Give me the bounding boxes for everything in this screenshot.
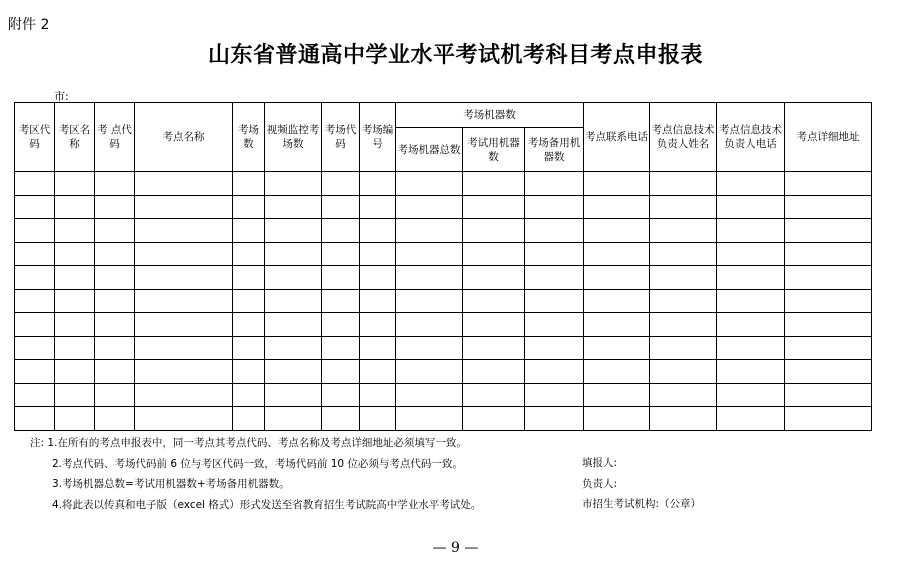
table-cell[interactable] [233, 195, 265, 219]
table-cell[interactable] [584, 195, 650, 219]
filler-label: 填报人: [582, 457, 618, 469]
table-cell[interactable] [265, 172, 322, 196]
table-cell[interactable] [55, 360, 95, 384]
table-cell[interactable] [463, 242, 525, 266]
table-cell[interactable] [15, 242, 55, 266]
table-cell[interactable] [785, 195, 872, 219]
header-room-code: 考场代码 [322, 103, 360, 172]
table-cell[interactable] [717, 313, 785, 337]
table-cell[interactable] [396, 313, 463, 337]
table-row [15, 195, 872, 219]
header-backup-machines: 考场备用机器数 [525, 128, 584, 172]
table-cell[interactable] [322, 313, 360, 337]
table-cell[interactable] [15, 289, 55, 313]
table-cell[interactable] [360, 172, 396, 196]
attachment-label: 附件 2 [8, 17, 50, 33]
table-cell[interactable] [233, 289, 265, 313]
table-cell[interactable] [463, 266, 525, 290]
header-room-number: 考场编号 [360, 103, 396, 172]
table-cell[interactable] [322, 383, 360, 407]
table-row [15, 172, 872, 196]
table-cell[interactable] [95, 172, 135, 196]
table-cell[interactable] [15, 360, 55, 384]
table-cell[interactable] [135, 242, 233, 266]
table-cell[interactable] [650, 195, 717, 219]
table-cell[interactable] [233, 242, 265, 266]
table-cell[interactable] [135, 360, 233, 384]
table-cell[interactable] [396, 195, 463, 219]
table-cell[interactable] [584, 336, 650, 360]
note-2: 2.考点代码、考场代码前 6 位与考区代码一致，考场代码前 10 位必须与考点代码一致。 [52, 457, 463, 470]
table-cell[interactable] [360, 219, 396, 243]
table-cell[interactable] [15, 336, 55, 360]
table-cell[interactable] [584, 289, 650, 313]
table-body [15, 172, 872, 431]
table-cell[interactable] [95, 242, 135, 266]
table-cell[interactable] [785, 266, 872, 290]
table-cell[interactable] [650, 383, 717, 407]
table-cell[interactable] [360, 313, 396, 337]
table-cell[interactable] [360, 360, 396, 384]
table-cell[interactable] [322, 219, 360, 243]
table-cell[interactable] [525, 195, 584, 219]
table-cell[interactable] [525, 242, 584, 266]
table-cell[interactable] [55, 219, 95, 243]
table-cell[interactable] [360, 336, 396, 360]
table-cell[interactable] [717, 195, 785, 219]
table-cell[interactable] [463, 289, 525, 313]
table-cell[interactable] [785, 336, 872, 360]
table-row [15, 289, 872, 313]
table-cell[interactable] [463, 219, 525, 243]
table-cell[interactable] [584, 219, 650, 243]
table-cell[interactable] [396, 336, 463, 360]
table-cell[interactable] [396, 242, 463, 266]
note-1 [30, 433, 481, 454]
table-cell[interactable] [717, 360, 785, 384]
table-cell[interactable] [396, 407, 463, 431]
table-cell[interactable] [525, 219, 584, 243]
table-cell[interactable] [265, 336, 322, 360]
table-cell[interactable] [463, 383, 525, 407]
table-cell[interactable] [396, 289, 463, 313]
table-cell[interactable] [233, 383, 265, 407]
header-area-code: 考区代码 [15, 103, 55, 172]
table-cell[interactable] [463, 313, 525, 337]
table-cell[interactable] [785, 360, 872, 384]
table-cell[interactable] [584, 383, 650, 407]
table-cell[interactable] [322, 266, 360, 290]
table-cell[interactable] [233, 407, 265, 431]
header-it-manager-name: 考点信息技术负责人姓名 [650, 103, 717, 172]
table-cell[interactable] [265, 266, 322, 290]
table-cell[interactable] [785, 407, 872, 431]
table-cell[interactable] [55, 195, 95, 219]
table-cell[interactable] [265, 242, 322, 266]
table-cell[interactable] [233, 219, 265, 243]
table-cell[interactable] [233, 360, 265, 384]
table-cell[interactable] [650, 219, 717, 243]
table-row [15, 360, 872, 384]
table-cell[interactable] [584, 266, 650, 290]
table-cell[interactable] [463, 195, 525, 219]
note-4: 4.将此表以传真和电子版（excel 格式）形式发送至省教育招生考试院高中学业水平考试处。 [52, 498, 482, 511]
table-cell[interactable] [650, 407, 717, 431]
table-cell[interactable] [55, 336, 95, 360]
table-cell[interactable] [265, 195, 322, 219]
table-cell[interactable] [717, 266, 785, 290]
table-row [15, 242, 872, 266]
header-site-name: 考点名称 [135, 103, 233, 172]
table-cell[interactable] [360, 195, 396, 219]
table-cell[interactable] [322, 242, 360, 266]
table-cell[interactable] [360, 266, 396, 290]
table-cell[interactable] [322, 360, 360, 384]
table-cell[interactable] [322, 289, 360, 313]
table-cell[interactable] [717, 219, 785, 243]
header-machine-group: 考场机器数 [396, 103, 584, 128]
table-row [15, 407, 872, 431]
header-total-machines: 考场机器总数 [396, 128, 463, 172]
table-cell[interactable] [15, 266, 55, 290]
table-row [15, 383, 872, 407]
table-cell[interactable] [95, 360, 135, 384]
table-cell[interactable] [95, 289, 135, 313]
table-cell[interactable] [525, 172, 584, 196]
table-cell[interactable] [135, 313, 233, 337]
table-cell[interactable] [95, 195, 135, 219]
table-cell[interactable] [135, 289, 233, 313]
table-cell[interactable] [650, 313, 717, 337]
table-cell[interactable] [95, 336, 135, 360]
table-cell[interactable] [717, 336, 785, 360]
table-cell[interactable] [396, 219, 463, 243]
declaration-table [14, 102, 872, 431]
table-cell[interactable] [265, 360, 322, 384]
table-cell[interactable] [55, 289, 95, 313]
notes [30, 433, 481, 515]
table-cell[interactable] [785, 289, 872, 313]
table-cell[interactable] [55, 242, 95, 266]
table-cell[interactable] [55, 383, 95, 407]
table-cell[interactable] [650, 289, 717, 313]
table-cell[interactable] [650, 242, 717, 266]
table-cell[interactable] [584, 407, 650, 431]
table-cell[interactable] [265, 407, 322, 431]
table-cell[interactable] [584, 313, 650, 337]
table-cell[interactable] [525, 360, 584, 384]
table-cell[interactable] [396, 360, 463, 384]
table-cell[interactable] [785, 383, 872, 407]
table-cell[interactable] [650, 266, 717, 290]
responsible-label: 负责人: [582, 477, 618, 490]
table-cell[interactable] [650, 336, 717, 360]
table-cell[interactable] [322, 407, 360, 431]
table-cell[interactable] [265, 383, 322, 407]
table-cell[interactable] [135, 195, 233, 219]
table-cell[interactable] [265, 289, 322, 313]
table-cell[interactable] [717, 289, 785, 313]
table-cell[interactable] [525, 266, 584, 290]
table-cell[interactable] [15, 407, 55, 431]
table-cell[interactable] [785, 242, 872, 266]
table-cell[interactable] [396, 172, 463, 196]
page-title: 山东省普通高中学业水平考试机考科目考点申报表 [207, 43, 703, 68]
table-cell[interactable] [55, 407, 95, 431]
table-cell[interactable] [463, 172, 525, 196]
table-cell[interactable] [463, 336, 525, 360]
table-cell[interactable] [135, 407, 233, 431]
table-cell[interactable] [525, 407, 584, 431]
table-cell[interactable] [785, 172, 872, 196]
table-cell[interactable] [233, 336, 265, 360]
table-cell[interactable] [650, 172, 717, 196]
table-cell[interactable] [584, 242, 650, 266]
table-cell[interactable] [15, 219, 55, 243]
table-cell[interactable] [233, 172, 265, 196]
header-site-phone: 考点联系电话 [584, 103, 650, 172]
table-row [15, 266, 872, 290]
table-cell[interactable] [525, 313, 584, 337]
table-cell[interactable] [265, 219, 322, 243]
table-cell[interactable] [95, 313, 135, 337]
table-cell[interactable] [135, 219, 233, 243]
table-cell[interactable] [360, 242, 396, 266]
header-site-address: 考点详细地址 [785, 103, 872, 172]
table-cell[interactable] [396, 383, 463, 407]
table-cell[interactable] [360, 383, 396, 407]
note-3: 3.考场机器总数=考试用机器数+考场备用机器数。 [52, 478, 290, 490]
table-cell[interactable] [360, 289, 396, 313]
table-cell[interactable] [95, 407, 135, 431]
page-number: — 9 — [432, 540, 479, 556]
table-cell[interactable] [55, 266, 95, 290]
table-cell[interactable] [265, 313, 322, 337]
table-cell[interactable] [15, 172, 55, 196]
table-cell[interactable] [15, 313, 55, 337]
signature-block [582, 453, 701, 515]
notes-prefix: 注: [30, 437, 45, 449]
header-area-name: 考区名称 [55, 103, 95, 172]
table-cell[interactable] [717, 407, 785, 431]
table-cell[interactable] [322, 336, 360, 360]
table-cell[interactable] [135, 172, 233, 196]
table-cell[interactable] [55, 313, 95, 337]
table-cell[interactable] [135, 336, 233, 360]
table-row [15, 336, 872, 360]
table-cell[interactable] [463, 360, 525, 384]
table-cell[interactable] [785, 219, 872, 243]
table-cell[interactable] [233, 266, 265, 290]
table-cell[interactable] [322, 172, 360, 196]
table-cell[interactable] [95, 383, 135, 407]
table-cell[interactable] [95, 219, 135, 243]
table-cell[interactable] [15, 383, 55, 407]
table-cell[interactable] [525, 336, 584, 360]
header-room-count: 考场数 [233, 103, 265, 172]
header-it-manager-phone: 考点信息技术负责人电话 [717, 103, 785, 172]
table-cell[interactable] [584, 360, 650, 384]
table-cell[interactable] [360, 407, 396, 431]
table-cell[interactable] [717, 172, 785, 196]
table-cell[interactable] [135, 266, 233, 290]
header-site-code: 考 点代 码 [95, 103, 135, 172]
table-cell[interactable] [650, 360, 717, 384]
table-cell[interactable] [322, 195, 360, 219]
table-cell[interactable] [55, 172, 95, 196]
header-exam-machines: 考试用机器数 [463, 128, 525, 172]
table-cell[interactable] [785, 313, 872, 337]
table-cell[interactable] [396, 266, 463, 290]
table-cell[interactable] [525, 383, 584, 407]
agency-label: 市招生考试机构:（公章） [582, 498, 702, 510]
header-video-rooms: 视频监控考场数 [265, 103, 322, 172]
table-cell[interactable] [717, 242, 785, 266]
table-row [15, 219, 872, 243]
table-cell[interactable] [584, 172, 650, 196]
table-cell[interactable] [95, 266, 135, 290]
table-cell[interactable] [233, 313, 265, 337]
table-cell[interactable] [15, 195, 55, 219]
table-cell[interactable] [525, 289, 584, 313]
table-cell[interactable] [463, 407, 525, 431]
table-row [15, 313, 872, 337]
table-cell[interactable] [135, 383, 233, 407]
table-cell[interactable] [717, 383, 785, 407]
city-label: 市: [54, 90, 69, 103]
note-1-text: 1.在所有的考点申报表中，同一考点其考点代码、考点名称及考点详细地址必须填写一致。 [47, 437, 467, 449]
